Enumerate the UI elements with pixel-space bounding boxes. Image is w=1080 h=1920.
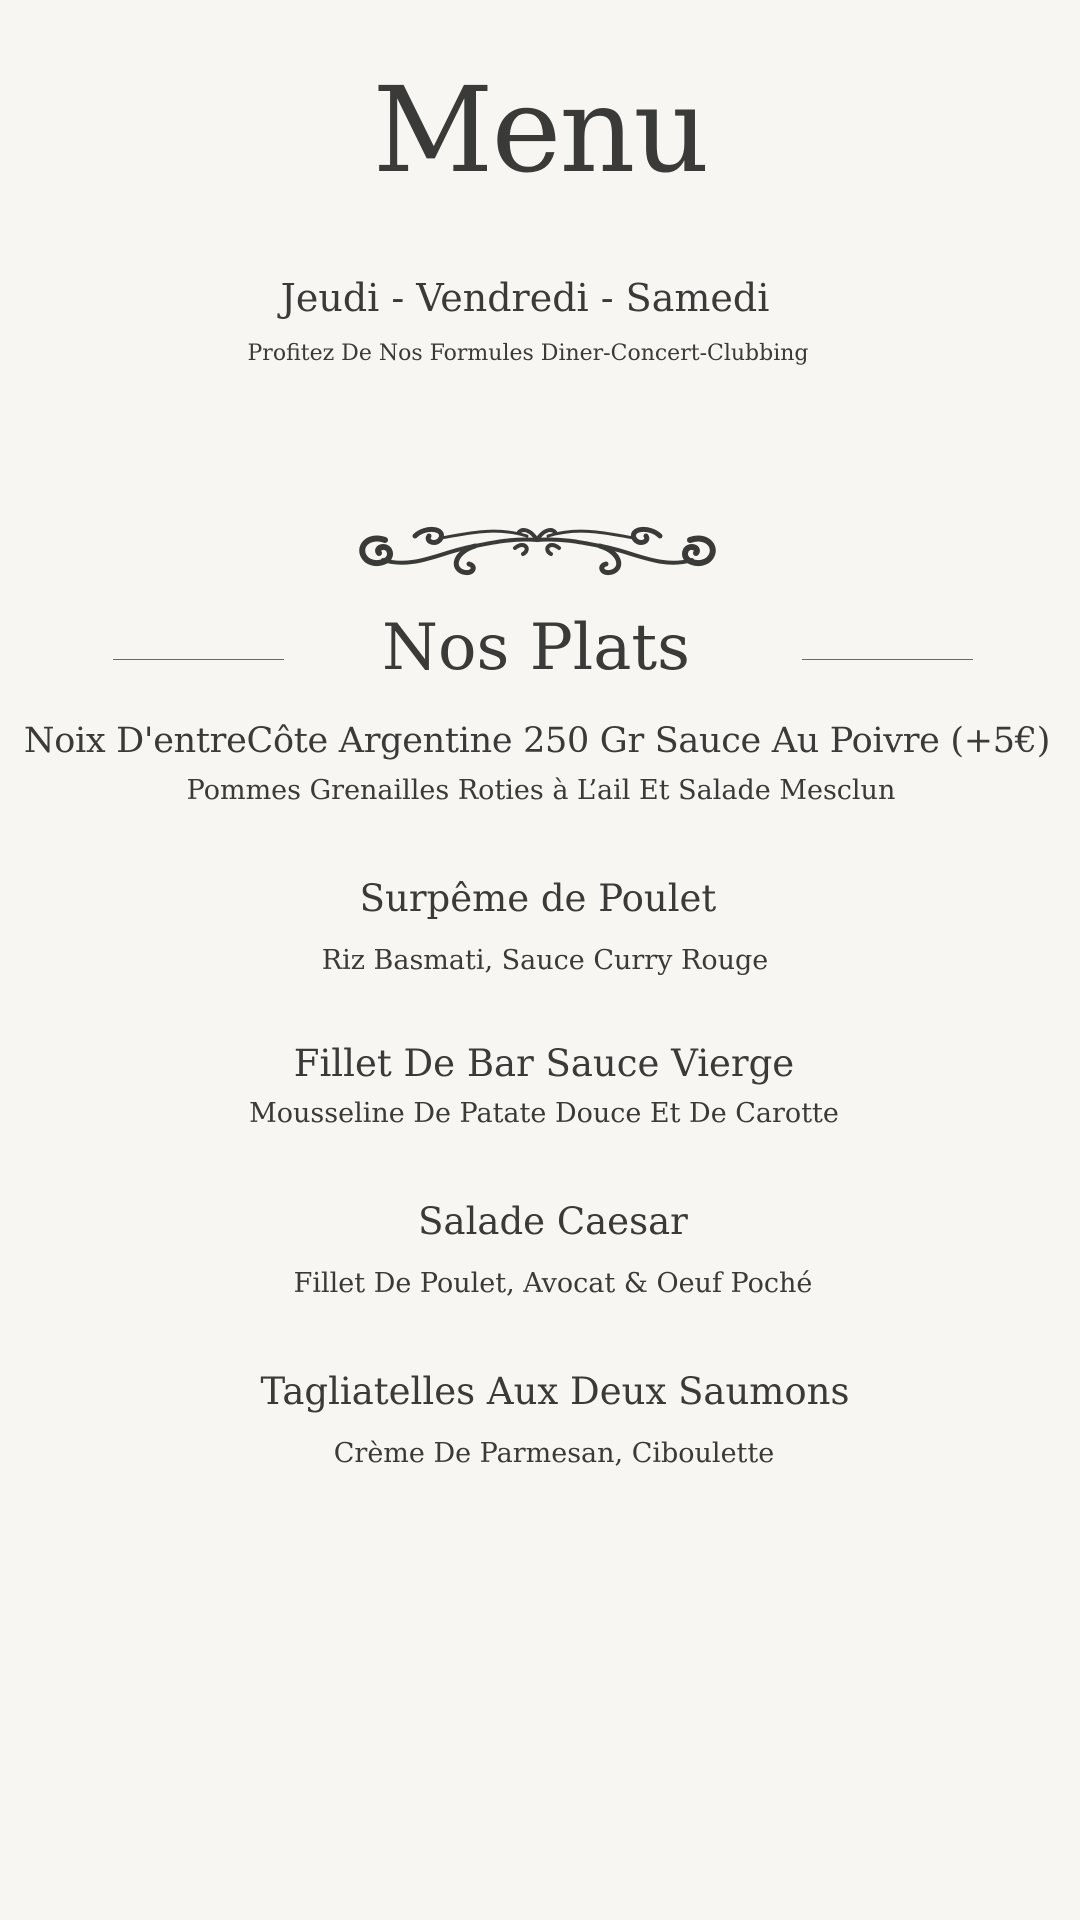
section-title: Nos Plats [382,611,690,685]
dish-description: Crème De Parmesan, Ciboulette [333,1438,775,1469]
dish-description: Mousseline De Patate Douce Et De Carotte [249,1098,839,1129]
dish-description: Fillet De Poulet, Avocat & Oeuf Poché [293,1268,813,1299]
flourish-ornament-icon [355,520,720,585]
menu-title: Menu [372,61,708,199]
days-heading: Jeudi - Vendredi - Samedi [280,276,770,320]
promo-text: Profitez De Nos Formules Diner-Concert-Clubbing [247,341,809,366]
dish-name: Noix D'entreCôte Argentine 250 Gr Sauce Au Poivre (+5€) [23,721,1051,761]
dish-name: Surpême de Poulet [359,877,717,920]
dish-description: Riz Basmati, Sauce Curry Rouge [321,945,769,976]
dish-name: Fillet De Bar Sauce Vierge [293,1042,795,1085]
dish-description: Pommes Grenailles Roties à L’ail Et Salade Mesclun [186,775,896,806]
divider-right [802,659,973,660]
dish-name: Tagliatelles Aux Deux Saumons [260,1370,850,1413]
dish-name: Salade Caesar [418,1200,688,1243]
